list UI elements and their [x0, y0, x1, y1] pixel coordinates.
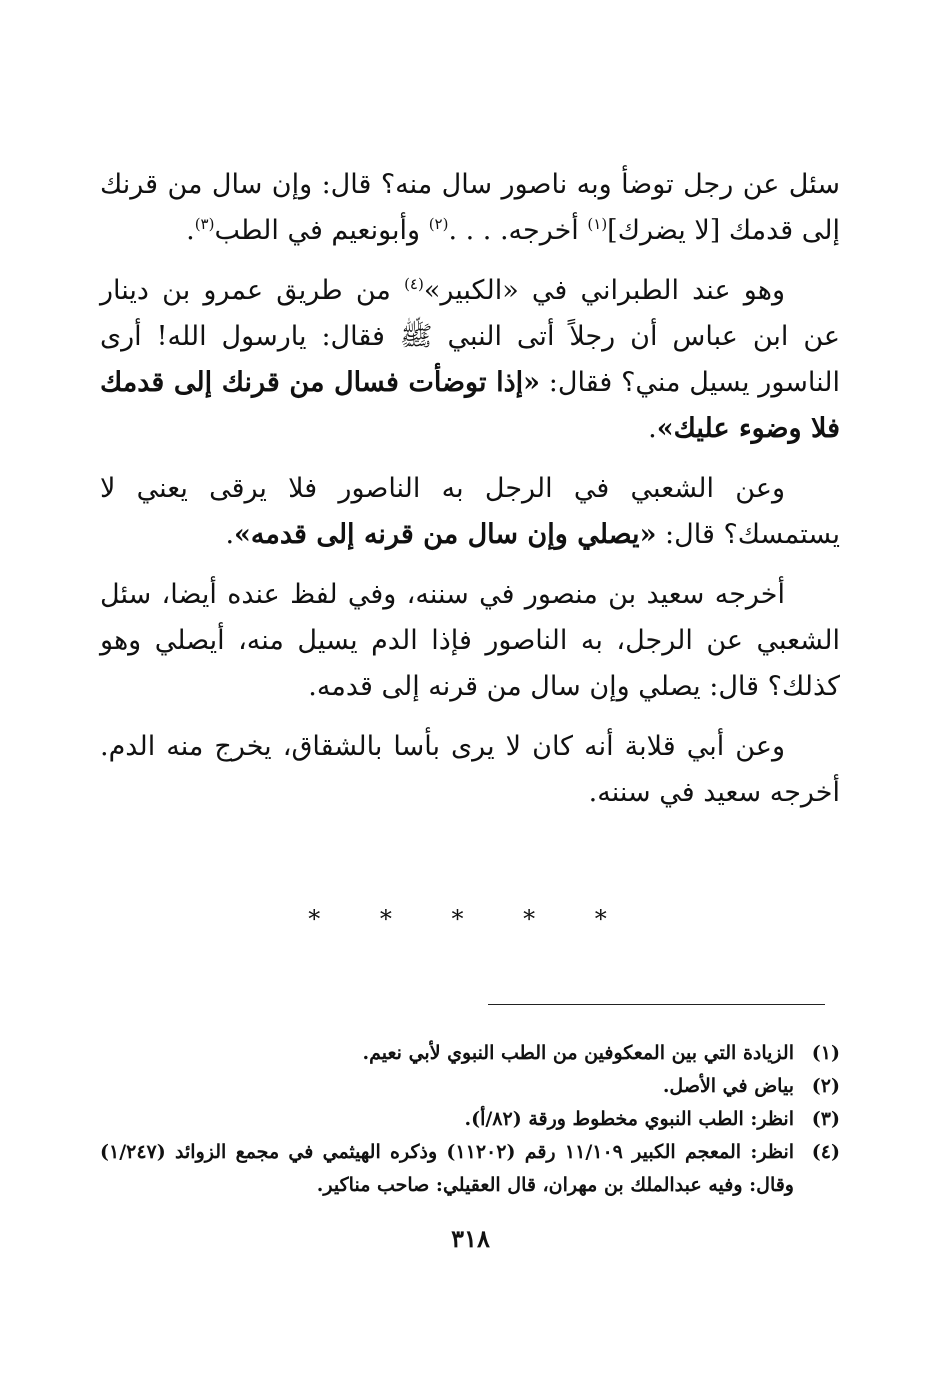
footnote-text: انظر: الطب النبوي مخطوط ورقة (٨٢/أ).: [464, 1108, 794, 1130]
hadith-quote: «إذا توضأت فسال من قرنك إلى قدمك فلا وضوء عليك»: [100, 367, 840, 444]
footnote: [100, 1037, 840, 1070]
text-run: وأبونعيم في الطب: [214, 215, 429, 246]
footnote-text: بياض في الأصل.: [662, 1075, 794, 1097]
footnote-text: انظر: المعجم الكبير ١١/١٠٩ رقم (١١٢٠٢) وذكره الهيثمي في مجمع الزوائد (١/٢٤٧) وقال: وفيه عبدالملك بن مهران، قال العقيلي: صاحب مناكير.: [100, 1141, 795, 1196]
page-number: ٣١٨: [451, 1224, 490, 1253]
text-run: .: [225, 519, 235, 550]
footnote-rule: [488, 1004, 825, 1005]
paragraph: [100, 724, 840, 816]
footnote: [100, 1070, 840, 1103]
text-run: وهو عند الطبراني في «الكبير»: [423, 275, 785, 306]
text-run: وعن أبي قلابة أنه كان لا يرى بأسا بالشقاق، يخرج منه الدم. أخرجه سعيد في سننه.: [100, 731, 840, 808]
footnotes: [100, 1037, 840, 1202]
footnote-number: (٤): [811, 1141, 840, 1163]
text-run: سئل عن رجل توضأ وبه ناصور سال منه؟ قال: وإن سال من قرنك إلى قدمك [لا يضرك]: [100, 169, 840, 246]
footnote-ref: (٤): [404, 275, 424, 293]
footnote: [100, 1136, 840, 1202]
footnote-ref: (٢): [428, 215, 449, 233]
hadith-quote: «يصلي وإن سال من قرنه إلى قدمه»: [234, 519, 657, 550]
text-run: أخرجه سعيد بن منصور في سننه، وفي لفظ عنده أيضا، سئل الشعبي عن الرجل، به الناصور فإذا الدم يسيل منه، أيصلي وهو كذلك؟ قال: يصلي وإن سال من قرنه إلى قدمه.: [100, 579, 840, 702]
footnote-number: (١): [811, 1042, 840, 1064]
footnote-ref: (١): [587, 215, 608, 233]
footnote-ref: (٣): [194, 215, 215, 233]
footnote: [100, 1103, 840, 1136]
paragraph: [100, 466, 840, 558]
text-run: أخرجه. . . .: [448, 215, 588, 246]
footnote-number: (٢): [811, 1075, 840, 1097]
text-run: .: [186, 215, 195, 246]
main-text: [100, 162, 840, 830]
footnote-number: (٣): [811, 1108, 840, 1130]
footnote-text: الزيادة التي بين المعكوفين من الطب النبوي لأبي نعيم.: [362, 1042, 794, 1064]
paragraph: [100, 162, 840, 254]
text-run: وعن الشعبي في الرجل به الناصور فلا يرقى يعني لا يستمسك؟ قال:: [100, 473, 840, 550]
paragraph: [100, 268, 840, 452]
text-run: .: [648, 413, 657, 444]
section-separator: * * * * *: [308, 905, 633, 933]
text-run: من طريق عمرو بن دينار عن ابن عباس أن رجلاً أتى النبي ﷺ فقال: يارسول الله! أرى الناسور يسيل مني؟ فقال:: [100, 275, 840, 398]
paragraph: [100, 572, 840, 710]
